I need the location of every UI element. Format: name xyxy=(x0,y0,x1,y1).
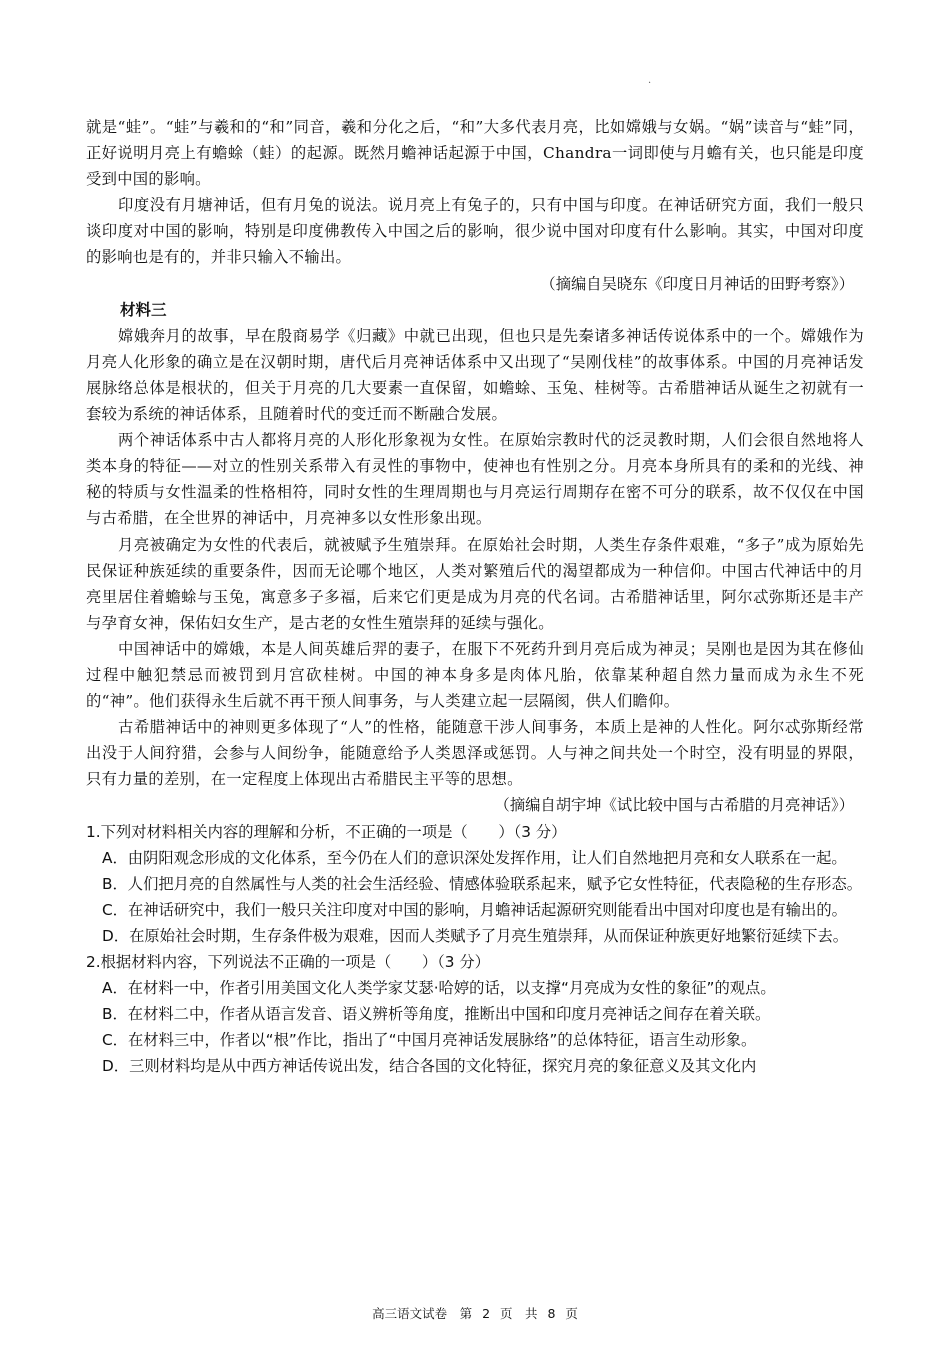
question-2-option-c: C．在材料三中，作者以“根”作比，指出了“中国月亮神话发展脉络”的总体特征，语言生动形象。 xyxy=(102,1031,757,1050)
material2-paragraph-2: 印度没有月塘神话，但有月兔的说法。说月亮上有兔子的，只有中国与印度。在神话研究方面，我们一般只谈印度对中国的影响，特别是印度佛教传入中国之后的影响，很少说中国对印度有什么影响。其实，中国对印度的影响也是有的，并非只输入不输出。 xyxy=(86,196,864,267)
question-2-option-b: B．在材料二中，作者从语言发音、语义辨析等角度，推断出中国和印度月亮神话之间存在着关联。 xyxy=(102,1005,771,1024)
question-2-option-a: A．在材料一中，作者引用美国文化人类学家艾瑟·哈婷的话，以支撑“月亮成为女性的象征”的观点。 xyxy=(102,979,776,998)
question-2-stem: 2.根据材料内容，下列说法不正确的一项是（ ）（3 分） xyxy=(86,953,490,971)
question-1-option-d: D．在原始社会时期，生存条件极为艰难，因而人类赋予了月亮生殖崇拜，从而保证种族更好地繁衍延续下去。 xyxy=(102,926,849,945)
material2-source: （摘编自吴晓东《印度日月神话的田野考察》） xyxy=(540,274,854,293)
question-1-option-a: A．由阴阳观念形成的文化体系，至今仍在人们的意识深处发挥作用，让人们自然地把月亮和女人联系在一起。 xyxy=(102,848,847,867)
material3-source: （摘编自胡宇坤《试比较中国与古希腊的月亮神话》） xyxy=(494,796,854,815)
material3-paragraph-4: 中国神话中的嫦娥，本是人间英雄后羿的妻子，在服下不死药升到月亮后成为神灵；吴刚也是因为其在修仙过程中触犯禁忌而被罚到月宫砍桂树。中国的神本身多是肉体凡胎，依靠某种超自然力量而成为永生不死的“神”。他们获得永生后就不再干预人间事务，与人类建立起一层隔阂，供人们瞻仰。 xyxy=(86,639,864,711)
material2-paragraph-1: 就是“蛙”。“蛙”与羲和的“和”同音，羲和分化之后，“和”大多代表月亮，比如嫦娥与女娲。“娲”读音与“蛙”同，正好说明月亮上有蟾蜍（蛙）的起源。既然月蟾神话起源于中国，Chandra一词即使与月蟾有关，也只能是印度受到中国的影响。 xyxy=(86,118,864,189)
question-2-option-d: D．三则材料均是从中西方神话传说出发，结合各国的文化特征，探究月亮的象征意义及其文化内 xyxy=(102,1057,757,1076)
material3-heading: 材料三 xyxy=(120,300,167,319)
top-mark: · xyxy=(648,78,652,89)
material3-paragraph-3: 月亮被确定为女性的代表后，就被赋予生殖崇拜。在原始社会时期，人类生存条件艰难，“多子”成为原始先民保证种族延续的重要条件，因而无论哪个地区，人类对繁殖后代的渴望都成为一种信仰。中国古代神话中的月亮里居住着蟾蜍与玉兔，寓意多子多福，后来它们更是成为月亮的代名词。古希腊神话里，阿尔忒弥斯还是丰产与孕育女神，保佑妇女生产，是古老的女性生殖崇拜的延续与强化。 xyxy=(86,535,864,632)
question-1-option-c: C．在神话研究中，我们一般只关注印度对中国的影响，月蟾神话起源研究则能看出中国对印度也是有输出的。 xyxy=(102,900,847,919)
page-content xyxy=(86,114,864,1079)
material3-paragraph-2: 两个神话体系中古人都将月亮的人形化形象视为女性。在原始宗教时代的泛灵教时期，人们会很自然地将人类本身的特征——对立的性别关系带入有灵性的事物中，使神也有性别之分。月亮本身所具有的柔和的光线、神秘的特质与女性温柔的性格相符，同时女性的生理周期也与月亮运行周期存在密不可分的联系，故不仅仅在中国与古希腊，在全世界的神话中，月亮神多以女性形象出现。 xyxy=(86,431,864,528)
question-1-stem: 1.下列对材料相关内容的理解和分析，不正确的一项是（ ）（3 分） xyxy=(86,822,567,841)
material3-paragraph-5: 古希腊神话中的神则更多体现了“人”的性格，能随意干涉人间事务，本质上是神的人性化。阿尔忒弥斯经常出没于人间狩猎，会参与人间纷争，能随意给予人类恩泽或惩罚。人与神之间共处一个时空，没有明显的界限，只有力量的差别，在一定程度上体现出古希腊民主平等的思想。 xyxy=(86,718,864,789)
material3-paragraph-1: 嫦娥奔月的故事，早在殷商易学《归藏》中就已出现，但也只是先秦诸多神话传说体系中的一个。嫦娥作为月亮人化形象的确立是在汉朝时期，唐代后月亮神话体系中又出现了“吴刚伐桂”的故事体系。中国的月亮神话发展脉络总体是根状的，但关于月亮的几大要素一直保留，如蟾蜍、玉兔、桂树等。古希腊神话从诞生之初就有一套较为系统的神话体系，且随着时代的变迁而不断融合发展。 xyxy=(86,326,864,424)
page-footer: 高三语文试卷 第 2 页 共 8 页 xyxy=(372,1306,578,1321)
question-1-option-b: B．人们把月亮的自然属性与人类的社会生活经验、情感体验联系起来，赋予它女性特征，代表隐秘的生存形态。 xyxy=(102,874,863,893)
